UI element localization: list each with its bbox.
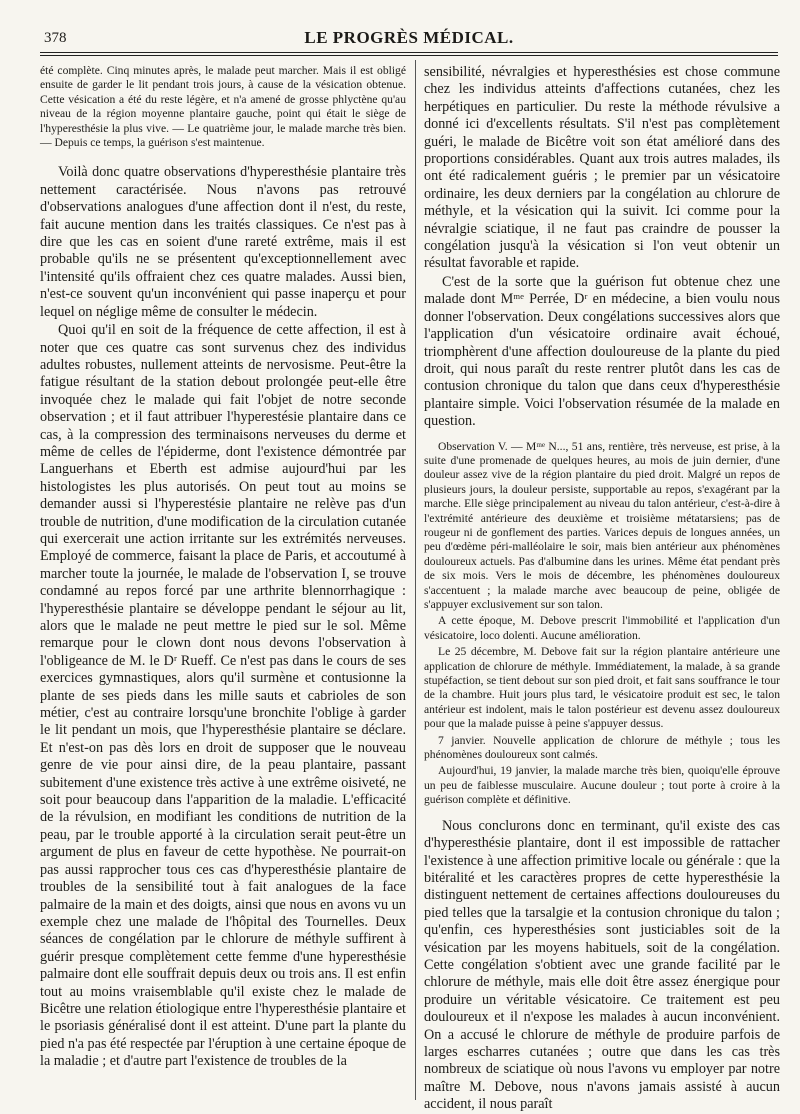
spacer [40,152,406,164]
page-number: 378 [44,30,67,46]
body-paragraph: Voilà donc quatre observations d'hyperesthésie plantaire très nettement caractérisée. Nous n'avons pas retrouvé d'observations analogues d'une affection dont il n'est, du reste, fait aucune mention dans les traités classiques. Ce n'est pas à dire que les cas en soient d'une rareté extrême, mais il est probable qu'ils ne se présentent qu'exceptionnellement avec l'intensité qu'ils offraient chez ces quatre malades. Aussi bien, n'est-ce souvent qu'un inconvénient qui passe inaperçu et pour lequel on néglige même de consulter le médecin. [40,164,406,320]
observation-paragraph: Observation V. — Mᵐᵉ N..., 51 ans, rentière, très nerveuse, est prise, à la suite d'une promenade de quelques heures, au mois de juin dernier, d'une douleur assez vive de la région plantaire du pied droit. Malgré un repos de plusieurs jours, la douleur persiste, supportable au repos, s'exagérant par la marche. Elle siège principalement au niveau du talon antérieur, c'est-à-dire à l'extrémité antérieure des deuxième et troisième métatarsiens; pas de rougeur ni de gonflement des parties. Varices depuis de longues années, un peu d'œdème péri-malléolaire le soir, mais bien antérieur aux phénomènes douloureux actuels. Pas d'albumine dans les urines. Même état pendant près de six mois. Vers le mois de décembre, les phénomènes douloureux s'accentuent ; la malade marche avec beaucoup de peine, obligée de s'appuyer exclusivement sur son talon. [424,439,780,611]
body-paragraph: Quoi qu'il en soit de la fréquence de cette affection, il est à noter que ces quatre cas sont survenus chez des individus adultes robustes, nullement atteints de nervosisme. Peut-être la fatigue résultant de la station debout prolongée peut-elle être invoquée chez le malade qui fait l'objet de notre seconde observation ; et il faut attribuer l'hyperestésie plantaire dans ce cas, à la compression des terminaisons nerveuses du derme et même de celles de l'épiderme, dont l'existence démontrée par Languerhans et Eberth est admise aujourd'hui par les histologistes les plus autorisés. On peut tout au moins se demander aussi si l'hyperestésie plantaire ne relève pas d'un trouble de nutrition, d'une modification de la circulation cutanée qui exercerait une action irritante sur les extrémités nerveuses. Employé de commerce, faisant la place de Paris, et accoutumé à marcher toute la journée, le malade de l'observation I, se trouve condamné au repos forcé par une arthrite blennorrhagique : l'hyperesthésie plantaire se développe pendant le séjour au lit, alors que le malade ne peut mettre le pied sur le sol. Même remarque pour le clown dont nous devons l'observation à l'obligeance de M. le Dʳ Rueff. Ce n'est pas dans le cours de ses exercices gymnastiques, alors qu'il surmène et contusionne la plante de ses pieds dans les mille sauts et cabrioles de son métier, c'est au contraire lorsqu'une bronchite l'oblige à garder le lit pendant un mois, que l'hyperesthésie plantaire se déclare. Et n'est-on pas dès lors en droit de supposer que le nouveau genre de vie pour ainsi dire, de la peau plantaire, passant subitement d'une existence très active à une extrême oisiveté, ne soit pour beaucoup dans l'apparition de la maladie. L'efficacité de la révulsion, en modifiant les conditions de nutrition de la peau, par le trouble apporté à la circulation serait peut-être un argument de plus en faveur de cette hypothèse. Ne pourrait-on pas aussi rapprocher tous ces cas d'hyperesthésie plantaire de troubles de la sensibilité tout à fait analogues de la face palmaire de la main et des doigts, ainsi que nous en avons vu un exemple chez une malade de l'hôpital des Tournelles. Deux séances de congélation par le chlorure de méthyle suffirent à guérir presque complètement cette femme d'une hyperesthésie palmaire dont elle souffrait depuis deux ou trois ans. Il est enfin tout au moins vraisemblable qu'il existe chez le malade de Bicêtre une relation étiologique entre l'hyperesthésie plantaire et le psoriasis généralisé dont il est atteint. D'une part la plante du pied n'a pas été respectée par l'éruption à une certaine époque de la maladie ; et d'autre part l'existence de troubles de la [40,322,406,1070]
body-paragraph: C'est de la sorte que la guérison fut obtenue chez une malade dont Mᵐᵉ Perrée, Dʳ en médecine, a bien voulu nous donner l'observation. Deux congélations successives alors que l'application d'un vésicatoire ordinaire avait échoué, triomphèrent d'une affection douloureuse de la plante du pied droit, qui nous paraît du reste rentrer plutôt dans les cas de contusion chronique du talon que dans ceux d'hyperesthésie plantaire simple. Voici l'observation résumée de la malade en question. [424,273,780,430]
running-title: LE PROGRÈS MÉDICAL. [304,28,514,47]
left-column [40,64,406,1104]
observation-end-paragraph: été complète. Cinq minutes après, le malade peut marcher. Mais il est obligé ensuite de garder le lit pendant trois jours, à cause de la vésication obtenue. Cette vésication a été du reste légère, et n'a amené de grosse phlyctène qu'au niveau de la région moyenne plantaire gauche, point qui était le siège de l'hyperesthésie la plus vive. — Le quatrième jour, le malade marche très bien. — Depuis ce temps, la guérison s'est maintenue. [40,64,406,150]
observation-paragraph: A cette époque, M. Debove prescrit l'immobilité et l'application d'un vésicatoire, loco dolenti. Aucune amélioration. [424,614,780,642]
header-rule-bottom [40,55,778,56]
observation-paragraph: Aujourd'hui, 19 janvier, la malade marche très bien, quoiqu'elle éprouve un peu de faiblesse musculaire. Aucune douleur ; tout porte à croire à la guérison complète et définitive. [424,764,780,807]
page-header [40,28,778,50]
right-column [424,64,780,1113]
header-rule-top [40,52,778,53]
column-divider [415,60,416,1100]
observation-paragraph: 7 janvier. Nouvelle application de chlorure de méthyle ; tous les phénomènes douloureux sont calmés. [424,733,780,762]
body-paragraph: sensibilité, névralgies et hyperesthésies est chose commune chez les individus atteints d'affections cutanées, chez les herpétiques en particulier. Du reste la méthode révulsive a donné ici d'excellents résultats. S'il n'est pas complètement guéri, le malade de Bicêtre voit son état amélioré dans des proportions considérables. Quant aux trois autres malades, ils ont été radicalement guéris ; le premier par un vésicatoire ordinaire, les deux derniers par la congélation au chlorure de méthyle, et la vésication qui la suivit. Ici comme pour la névralgie sciatique, il ne faut pas craindre de pousser la congélation jusqu'à la vésication si l'on veut obtenir un résultat favorable et rapide. [424,64,780,272]
conclusion-paragraph: Nous conclurons donc en terminant, qu'il existe des cas d'hyperesthésie plantaire, dont il est impossible de rattacher l'existence à une affection primitive locale ou générale : que la bitéralité et les caractères propres de cette hyperesthésie la distinguent nettement de certaines affections douloureuses du pied telles que la tarsalgie et la contusion chronique du talon ; qu'enfin, ces hyperesthésies sont justiciables soit de la vésication par les moyens habituels, soit de la congélation. Cette congélation s'obtient avec une grande facilité par le chlorure de méthyle, mais elle doit être assez énergique pour produire un véritable vésicatoire. Ce traitement est peu douloureux et il n'expose les malades à aucun inconvénient. On a accusé le chlorure de méthyle de produire parfois de larges escharres cutanées ; outre que dans les cas très nombreux de sciatique où nous l'avons vu employer par notre maître M. Debove, nous n'avons jamais assisté à aucun accident, il nous paraît [424,817,780,1113]
spacer [424,432,780,440]
observation-paragraph: Le 25 décembre, M. Debove fait sur la région plantaire antérieure une application de chlorure de méthyle. Immédiatement, la malade, à sa grande stupéfaction, se tient debout sur son pied droit, et fait sans souffrance le tour de la chambre. Huit jours plus tard, le vésicatoire produit est sec, le talon antérieur est indolent, mais le talon postérieur est devenu assez douloureux pour que la malade puisse à peine s'appuyer dessus. [424,645,780,731]
spacer [424,810,780,818]
